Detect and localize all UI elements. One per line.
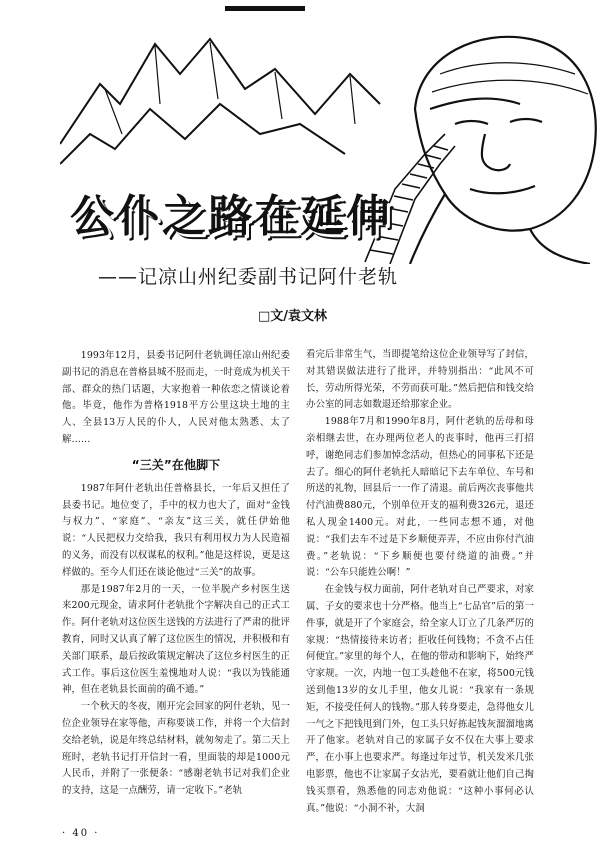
portrait-drawing (410, 37, 596, 264)
left-column (62, 348, 290, 800)
paragraph: 那是1987年2月的一天，一位半脱产乡村医生送来200元现金，请求阿什老轨批个字解决自己的正式工作。阿什老轨对这位医生送钱的方法进行了严肃的批评教育，同时又认真了解了这位医生的情况，并积极和有关部门联系，最后按政策规定解决了这位乡村医生的正式工作。事后这位医生羞愧地对人说：“我以为钱能通神，但在老轨县长面前的确不通。” (62, 583, 290, 696)
paragraph: 在金钱与权力面前，阿什老轨对自己严要求，对家属、子女的要求也十分严格。他当上“七品官”后的第一件事，就是开了个家庭会，给全家人订立了几条严厉的家规：“热情接待来访者；拒收任何钱物；不贪不占任何便宜。”家里的每个人，在他的带动和影响下，始终严守家规。一次，内地一包工头趁他不在家，将500元钱送到他13岁的女儿手里，他女儿说：“我家有一条规矩，不接受任何人的钱物。”那人转身要走，急得他女儿一气之下把钱甩到门外，包工头只好拣起钱灰溜溜地离开了他家。老轨对自己的家属子女不仅在大事上要求严，在小事上也要求严。每逢过年过节，机关发米几张电影票，他也不让家属子女沾光，要看就让他们自己掏钱买票看，熟悉他的同志劝他说：“这种小事何必认真。”他说：“小洞不补，大洞 (306, 584, 534, 814)
paragraph: 1993年12月，县委书记阿什老轨调任凉山州纪委副书记的消息在普格县城不胫而走，一时竟成为机关干部、群众的热门话题，大家抱着一种依恋之情谈论着他。毕竟，他作为普格1918平方公里这块土地的主人、全县13万人民的仆人，人民对他太熟悉、太了解…… (62, 350, 290, 445)
article-subtitle: ——记凉山州纪委副书记阿什老轨 (98, 266, 399, 288)
paragraph: 1987年阿什老轨出任普格县长，一年后又担任了县委书记。地位变了，手中的权力也大了，面对“金钱与权力”、“家庭”、“亲友”这三关，就任伊始他说：“人民把权力交给我，我只有利用权力为人民造福的义务，而没有以权谋私的权利。”他是这样说，更是这样做的。至今人们还在谈论他过“三关”的故事。 (62, 482, 290, 578)
paragraph: 一个秋天的冬夜，刚开完会回家的阿什老轨，见一位企业领导在家等他，声称要谈工作，并将一个大信封交给老轨，说是年终总结材料，就匆匆走了。第二天上班时，老轨书记打开信封一看，里面装的却是1000元人民币，并附了一张便条：“感谢老轨书记对我们企业的支持，这是一点酬劳，请一定收下。”老轨 (62, 701, 290, 797)
top-rule (225, 6, 305, 11)
right-column (306, 347, 534, 817)
page-number: · 40 · (62, 828, 100, 839)
article-title: 公仆之路在延伸 (70, 191, 392, 242)
paragraph: 1988年7月和1990年8月，阿什老轨的岳母和母亲相继去世，在办理两位老人的丧事时，他再三打招呼，谢绝同志们参加悼念活动，但热心的同事私下还是去了。细心的阿什老轨托人暗暗记下去车单位、车号和所送的礼物，回县后一一作了清退。前后两次丧事他共付汽油费880元，个别单位开支的福利费326元，退还私人现金1400元。对此，一些同志想不通，对他说：“我们去车不过是下乡顺便弄弄，不应由你付汽油费。”老轨说：“下乡顺便也要付绕道的油费。”并说：“公车只能姓公啊！” (306, 416, 534, 579)
section-heading: “三关”在他脚下 (131, 457, 221, 472)
article-byline: □文/袁文林 (258, 309, 328, 324)
mountain-range (60, 39, 380, 164)
paragraph: 看完后非常生气，当即提笔给这位企业领导写了封信，对其错误做法进行了批评，并特别指出：“此风不可长，劳动所得光荣，不劳而获可耻。”然后把信和钱交给办公室的同志如数退还给那家企业。 (306, 349, 534, 411)
